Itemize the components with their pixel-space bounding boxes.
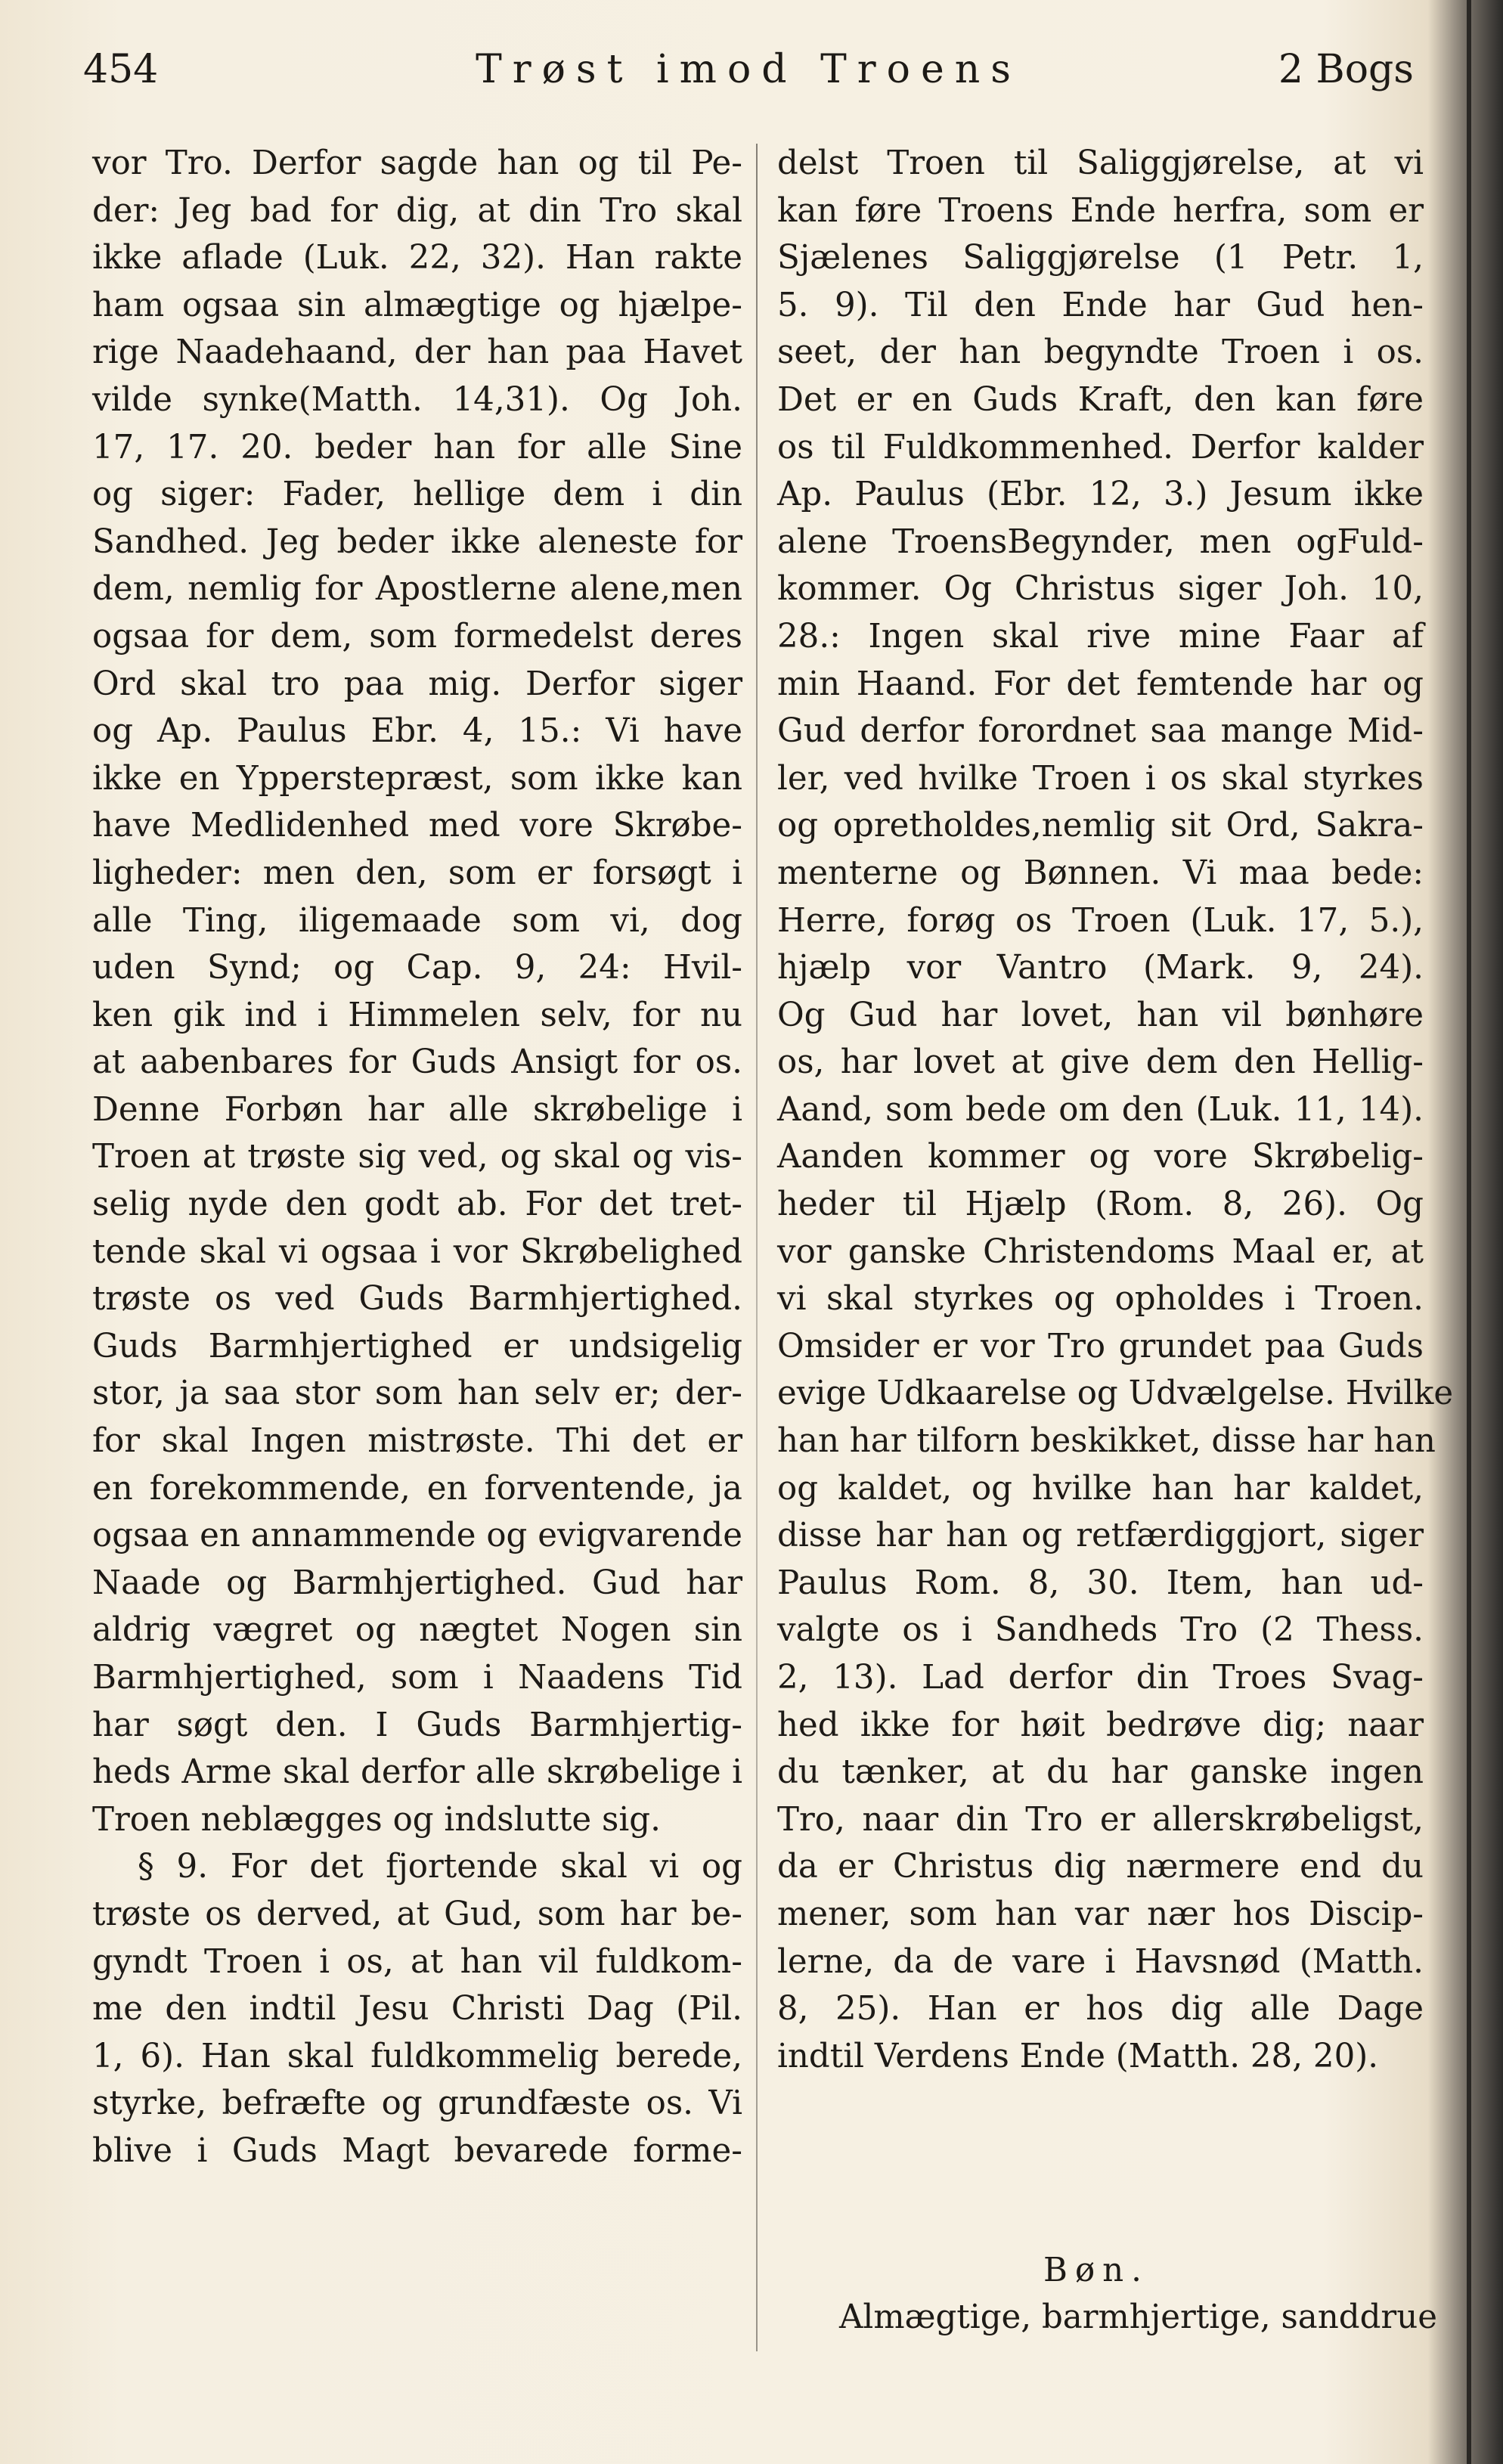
text-line: vor Tro. Derfor sagde han og til Pe- xyxy=(92,144,742,182)
catchword: Almægtige, barmhjertige, sanddrue xyxy=(839,2298,1437,2336)
prayer-heading: Bøn. xyxy=(1043,2252,1149,2289)
text-line: ligheder: men den, som er forsøgt i xyxy=(92,854,742,892)
text-line: heds Arme skal derfor alle skrøbelige i xyxy=(92,1753,742,1792)
text-line: har søgt den. I Guds Barmhjertig- xyxy=(92,1706,742,1744)
text-line: Troen neblægges og indslutte sig. xyxy=(92,1800,661,1839)
text-line: indtil Verdens Ende (Matth. 28, 20). xyxy=(777,2037,1379,2075)
text-line: trøste os ved Guds Barmhjertighed. xyxy=(92,1280,742,1319)
text-line: vilde synke(Matth. 14,31). Og Joh. xyxy=(92,380,742,419)
text-line: Denne Forbøn har alle skrøbelige i xyxy=(92,1090,742,1129)
text-line: alene TroensBegynder, men ogFuld- xyxy=(777,522,1424,561)
text-line: stor, ja saa stor som han selv er; der- xyxy=(92,1375,742,1413)
running-title: Trøst imod Troens xyxy=(476,47,1021,92)
text-line: vor ganske Christendoms Maal er, at xyxy=(777,1232,1424,1271)
text-line: hjælp vor Vantro (Mark. 9, 24). xyxy=(777,949,1424,987)
text-line: Herre, forøg os Troen (Luk. 17, 5.), xyxy=(777,901,1424,940)
text-line: disse har han og retfærdiggjort, siger xyxy=(777,1517,1424,1555)
text-line: os til Fuldkommenhed. Derfor kalder xyxy=(777,428,1424,466)
text-line: Naade og Barmhjertighed. Gud har xyxy=(92,1564,742,1602)
text-line: mener, som han var nær hos Discip- xyxy=(777,1895,1424,1933)
column-divider xyxy=(756,144,758,2351)
text-line: en forekommende, en forventende, ja xyxy=(92,1469,742,1508)
text-line: uden Synd; og Cap. 9, 24: Hvil- xyxy=(92,949,742,987)
text-line: Barmhjertighed, som i Naadens Tid xyxy=(92,1659,742,1697)
text-line: 8, 25). Han er hos dig alle Dage xyxy=(777,1990,1424,2029)
text-line: og siger: Fader, hellige dem i din xyxy=(92,476,742,514)
text-line: og opretholdes,nemlig sit Ord, Sakra- xyxy=(777,807,1424,845)
text-line: 2, 13). Lad derfor din Troes Svag- xyxy=(777,1659,1424,1697)
page-edge-shadow xyxy=(1467,0,1471,2464)
text-line: Paulus Rom. 8, 30. Item, han ud- xyxy=(777,1564,1424,1602)
text-line: os, har lovet at give dem den Hellig- xyxy=(777,1043,1424,1082)
right-column xyxy=(777,140,1454,2080)
text-line: der: Jeg bad for dig, at din Tro skal xyxy=(92,191,742,230)
text-line: Gud derfor forordnet saa mange Mid- xyxy=(777,712,1424,751)
text-line: Og Gud har lovet, han vil bønhøre xyxy=(777,996,1424,1034)
text-line: ken gik ind i Himmelen selv, for nu xyxy=(92,996,742,1034)
text-line: 28.: Ingen skal rive mine Faar af xyxy=(777,617,1424,656)
text-line: tende skal vi ogsaa i vor Skrøbelighed xyxy=(92,1232,742,1271)
text-line: Det er en Guds Kraft, den kan føre xyxy=(777,380,1424,419)
text-line: Omsider er vor Tro grundet paa Guds xyxy=(777,1327,1424,1365)
text-line: ham ogsaa sin almægtige og hjælpe- xyxy=(92,286,742,324)
text-line: for skal Ingen mistrøste. Thi det er xyxy=(92,1422,742,1461)
left-column xyxy=(92,140,742,2175)
text-line: du tænker, at du har ganske ingen xyxy=(777,1753,1424,1792)
text-line: gyndt Troen i os, at han vil fuldkom- xyxy=(92,1942,742,1981)
text-line: § 9. For det fjortende skal vi og xyxy=(138,1848,742,1886)
text-line: Guds Barmhjertighed er undsigelig xyxy=(92,1327,742,1365)
text-line: seet, der han begyndte Troen i os. xyxy=(777,333,1424,372)
text-line: selig nyde den godt ab. For det tret- xyxy=(92,1186,742,1224)
text-line: Aanden kommer og vore Skrøbelig- xyxy=(777,1138,1424,1176)
text-line: 5. 9). Til den Ende har Gud hen- xyxy=(777,286,1424,324)
text-line: trøste os derved, at Gud, som har be- xyxy=(92,1895,742,1933)
text-line: lerne, da de vare i Havsnød (Matth. xyxy=(777,1942,1424,1981)
text-line: kommer. Og Christus siger Joh. 10, xyxy=(777,570,1424,609)
page-number: 454 xyxy=(83,47,159,92)
text-line: ogsaa for dem, som formedelst deres xyxy=(92,617,742,656)
text-line: ogsaa en annammende og evigvarende xyxy=(92,1517,742,1555)
text-line: delst Troen til Saliggjørelse, at vi xyxy=(777,144,1424,182)
text-line: og kaldet, og hvilke han har kaldet, xyxy=(777,1469,1424,1508)
text-line: heder til Hjælp (Rom. 8, 26). Og xyxy=(777,1186,1424,1224)
text-line: blive i Guds Magt bevarede forme- xyxy=(92,2131,742,2170)
text-line: rige Naadehaand, der han paa Havet xyxy=(92,333,742,372)
text-line: have Medlidenhed med vore Skrøbe- xyxy=(92,807,742,845)
text-line: kan føre Troens Ende herfra, som er xyxy=(777,191,1424,230)
text-line: aldrig vægret og nægtet Nogen sin xyxy=(92,1611,742,1650)
text-line: Sandhed. Jeg beder ikke aleneste for xyxy=(92,522,742,561)
text-line: valgte os i Sandheds Tro (2 Thess. xyxy=(777,1611,1424,1650)
text-line: han har tilforn beskikket, disse har han xyxy=(777,1422,1436,1461)
text-line: ikke en Ypperstepræst, som ikke kan xyxy=(92,759,742,798)
book-reference: 2 Bogs xyxy=(1278,47,1414,92)
text-line: Sjælenes Saliggjørelse (1 Petr. 1, xyxy=(777,239,1424,277)
text-line: ler, ved hvilke Troen i os skal styrkes xyxy=(777,759,1424,798)
text-line: Tro, naar din Tro er allerskrøbeligst, xyxy=(777,1800,1424,1839)
text-line: Troen at trøste sig ved, og skal og vis- xyxy=(92,1138,742,1176)
text-line: menterne og Bønnen. Vi maa bede: xyxy=(777,854,1424,892)
text-line: da er Christus dig nærmere end du xyxy=(777,1848,1424,1886)
text-line: og Ap. Paulus Ebr. 4, 15.: Vi have xyxy=(92,712,742,751)
text-line: Ap. Paulus (Ebr. 12, 3.) Jesum ikke xyxy=(777,476,1424,514)
text-line: Aand, som bede om den (Luk. 11, 14). xyxy=(777,1090,1424,1129)
text-line: Ord skal tro paa mig. Derfor siger xyxy=(92,665,742,703)
text-line: ikke aflade (Luk. 22, 32). Han rakte xyxy=(92,239,742,277)
text-line: styrke, befræfte og grundfæste os. Vi xyxy=(92,2084,742,2123)
text-line: evige Udkaarelse og Udvælgelse. Hvilke xyxy=(777,1375,1454,1413)
text-line: at aabenbares for Guds Ansigt for os. xyxy=(92,1043,742,1082)
text-line: alle Ting, iligemaade som vi, dog xyxy=(92,901,742,940)
running-header xyxy=(83,47,1414,100)
text-line: vi skal styrkes og opholdes i Troen. xyxy=(777,1280,1424,1319)
text-line: 1, 6). Han skal fuldkommelig berede, xyxy=(92,2037,742,2075)
text-line: hed ikke for høit bedrøve dig; naar xyxy=(777,1706,1424,1744)
text-line: min Haand. For det femtende har og xyxy=(777,665,1424,703)
text-line: dem, nemlig for Apostlerne alene,men xyxy=(92,570,742,609)
text-line: 17, 17. 20. beder han for alle Sine xyxy=(92,428,742,466)
text-line: me den indtil Jesu Christi Dag (Pil. xyxy=(92,1990,742,2029)
